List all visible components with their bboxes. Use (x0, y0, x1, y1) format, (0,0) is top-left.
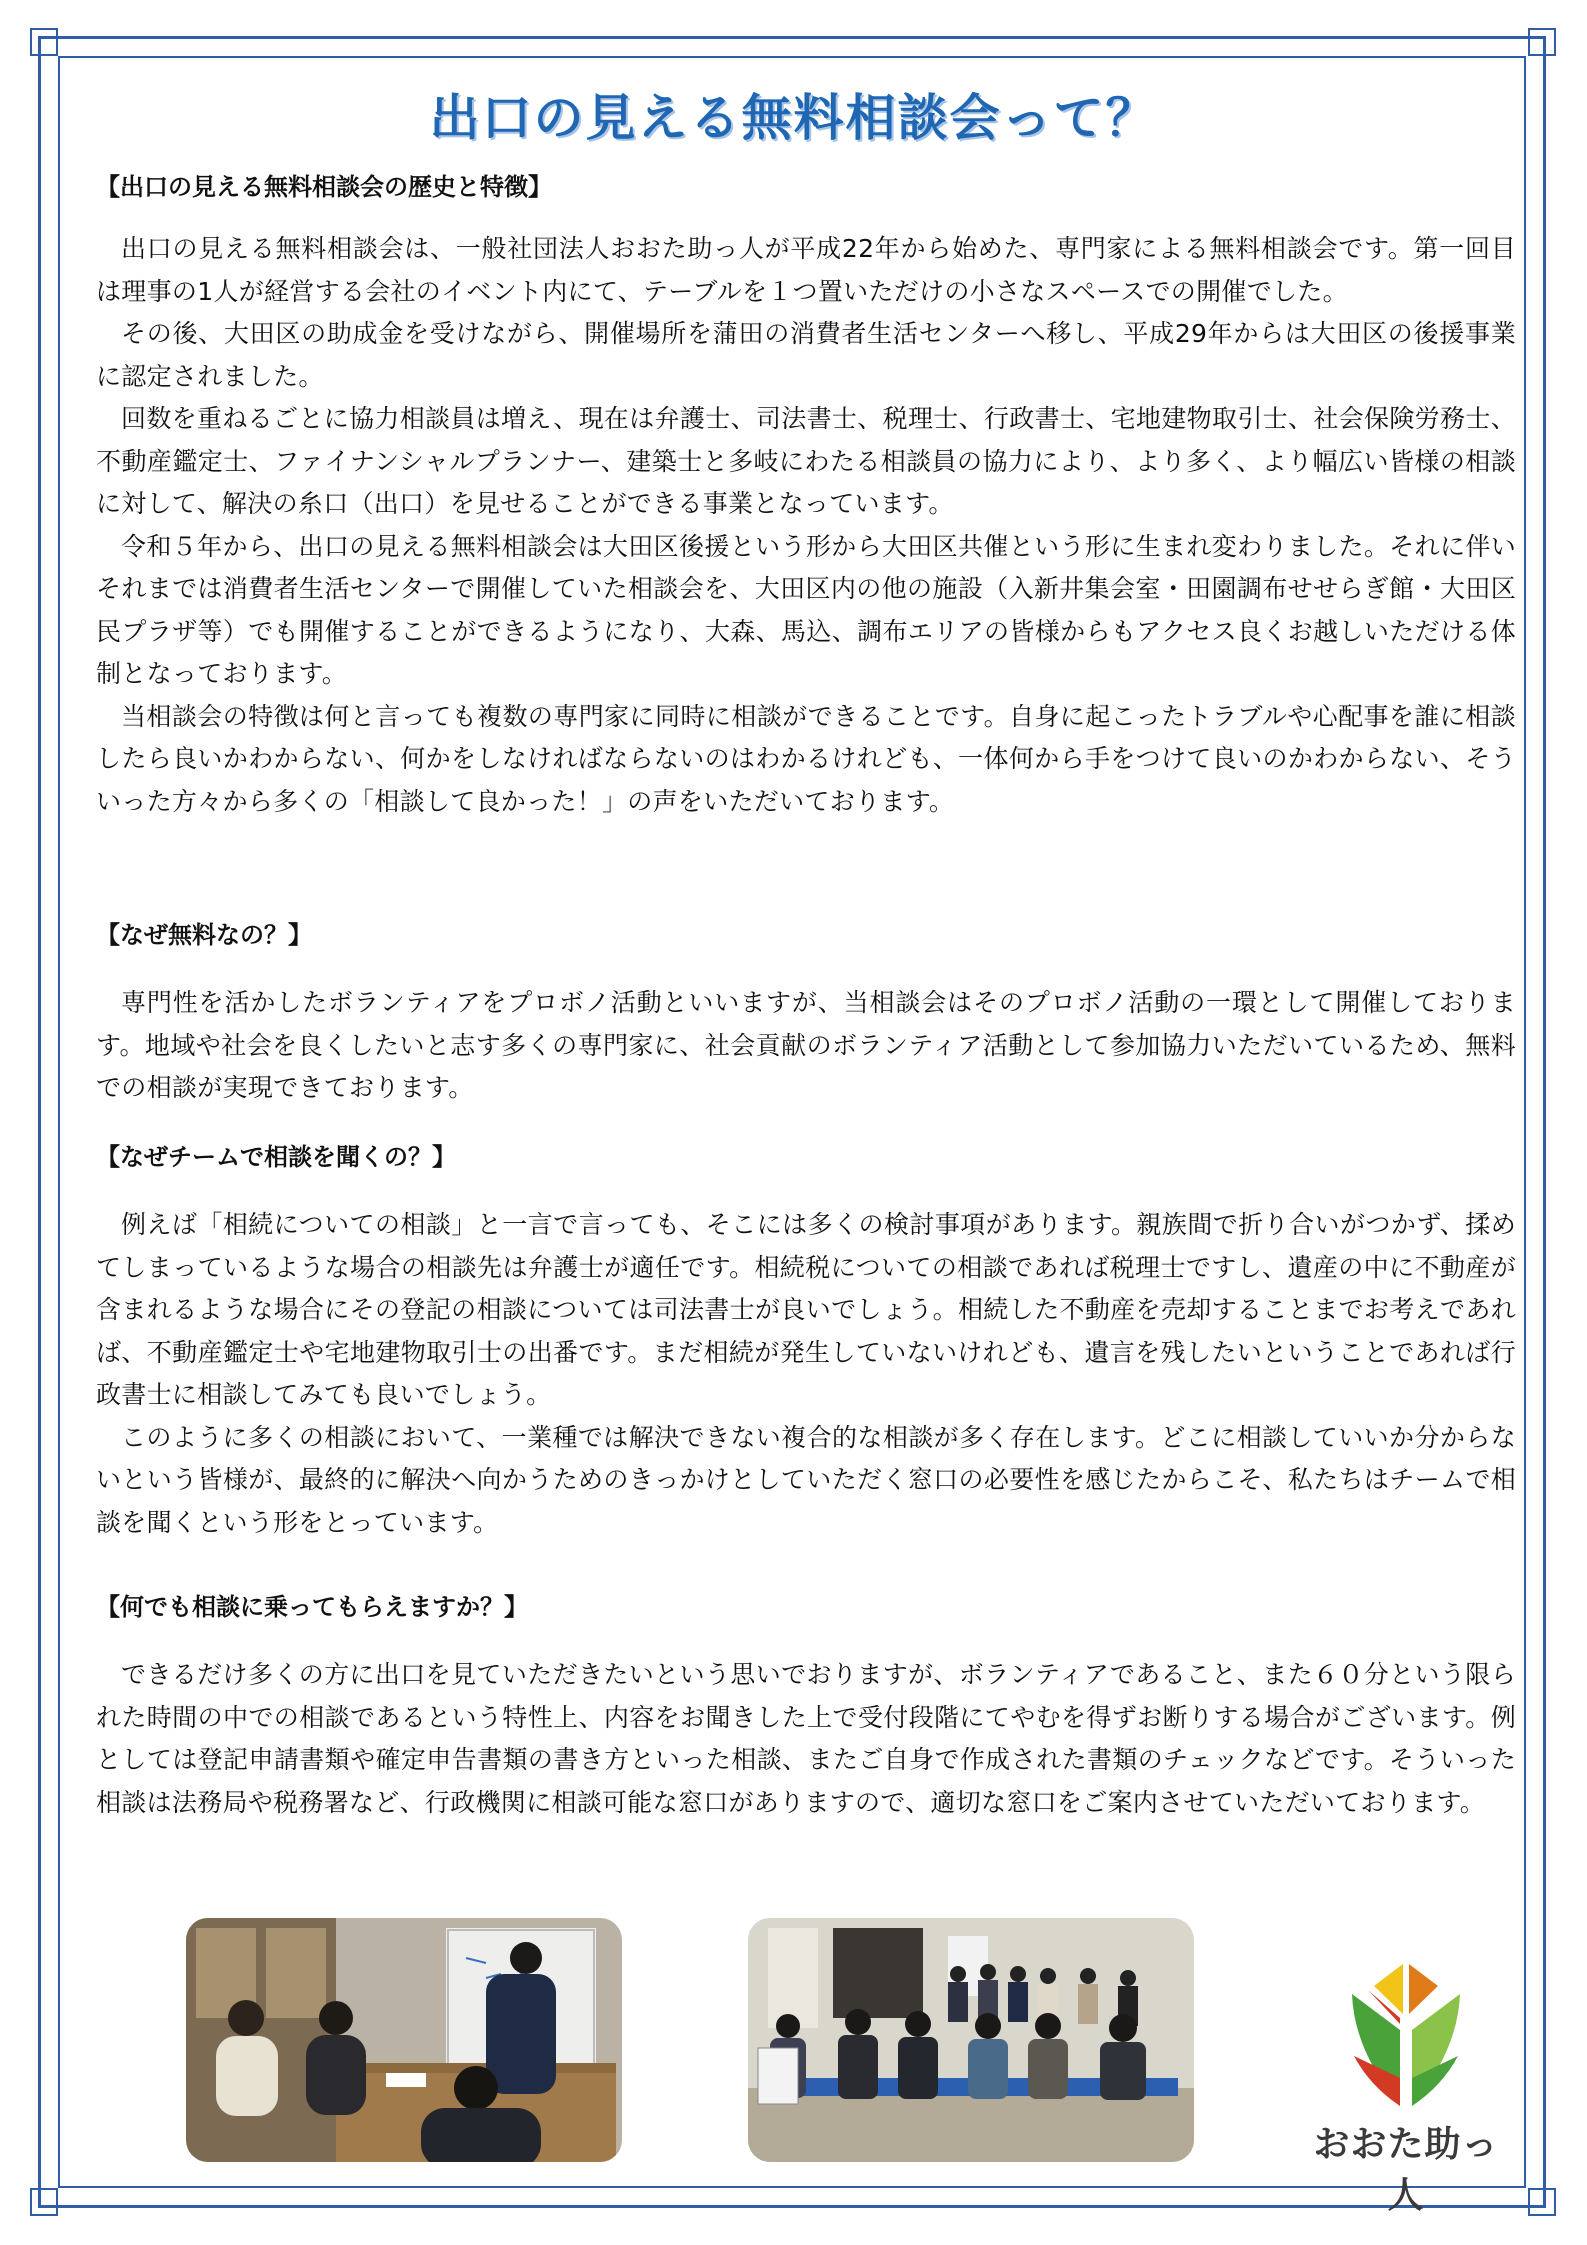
paragraph: できるだけ多くの方に出口を見ていただきたいという思いでおりますが、ボランティアであること、また６０分という限られた時間の中での相談であるという特性上、内容をお聞きした上で受付段階にてやむを得ずお断りする場合がございます。例としては登記申請書類や確定申告書類の書き方といった相談、またご自身で作成された書類のチェックなどです。そういった相談は法務局や税務署など、行政機関に相談可能な窓口がありますので、適切な窓口をご案内させていただいております。 (96, 1660, 1516, 1817)
group-photo (748, 1918, 1194, 2162)
section-why-team (96, 1140, 1516, 1544)
consultation-scene-image (186, 1918, 622, 2162)
section-heading: 【何でも相談に乗ってもらえますか？】 (96, 1593, 528, 1621)
paragraph: 例えば「相続についての相談」と一言で言っても、そこには多くの検討事項があります。親族間で折り合いがつかず、揉めてしまっているような場合の相談先は弁護士が適任です。相続税についての相談であれば税理士ですし、遺産の中に不動産が含まれるような場合にその登記の相談については司法書士が良いでしょう。相続した不動産を売却することまでお考えであれば、不動産鑑定士や宅地建物取引士の出番です。まだ相続が発生していないけれども、遺言を残したいということであれば行政書士に相談してみても良いでしょう。 (96, 1210, 1516, 1409)
organization-logo (1298, 1960, 1514, 2216)
section-anything (96, 1590, 1516, 1824)
paragraph: 当相談会の特徴は何と言っても複数の専門家に同時に相談ができることです。自身に起こったトラブルや心配事を誰に相談したら良いかわからない、何かをしなければならないのはわかるけれども、一体何から手をつけて良いのかわからない、そういった方々から多くの「相談して良かった！」の声をいただいております。 (96, 701, 1516, 816)
group-scene-image (748, 1918, 1194, 2162)
section-heading: 【出口の見える無料相談会の歴史と特徴】 (96, 173, 552, 201)
paragraph: このように多くの相談において、一業種では解決できない複合的な相談が多く存在します。どこに相談していいか分からないという皆様が、最終的に解決へ向かうためのきっかけとしていただく窓口の必要性を感じたからこそ、私たちはチームで相談を聞くという形をとっています。 (96, 1422, 1516, 1537)
paragraph: 専門性を活かしたボランティアをプロボノ活動といいますが、当相談会はそのプロボノ活動の一環として開催しております。地域や社会を良くしたいと志す多くの専門家に、社会貢献のボランティア活動として参加協力いただいているため、無料での相談が実現できております。 (96, 988, 1516, 1102)
section-why-free (96, 918, 1516, 1110)
paragraph: 令和５年から、出口の見える無料相談会は大田区後援という形から大田区共催という形に生まれ変わりました。それに伴いそれまでは消費者生活センターで開催していた相談会を、大田区内の他の施設（入新井集会室・田園調布せせらぎ館・大田区民プラザ等）でも開催することができるようになり、大森、馬込、調布エリアの皆様からもアクセス良くお越しいただける体制となっております。 (96, 531, 1516, 688)
section-heading: 【なぜチームで相談を聞くの？】 (96, 1143, 456, 1171)
leaf-logo-icon (1348, 1960, 1464, 2110)
consultation-photo (186, 1918, 622, 2162)
border-corner (1528, 2188, 1556, 2216)
section-history (96, 170, 1516, 823)
border-corner (1528, 28, 1556, 56)
border-corner (30, 2188, 58, 2216)
paragraph: その後、大田区の助成金を受けながら、開催場所を蒲田の消費者生活センターへ移し、平成29年からは大田区の後援事業に認定されました。 (96, 319, 1516, 391)
page-title: 出口の見える無料相談会って？ (429, 89, 1158, 147)
logo-text: おおた助っ人 (1313, 2124, 1499, 2216)
section-heading: 【なぜ無料なの？】 (96, 921, 312, 949)
paragraph: 回数を重ねるごとに協力相談員は増え、現在は弁護士、司法書士、税理士、行政書士、宅地建物取引士、社会保険労務士、不動産鑑定士、ファイナンシャルプランナー、建築士と多岐にわたる相談員の協力により、より多く、より幅広い皆様の相談に対して、解決の糸口（出口）を見せることができる事業となっています。 (96, 404, 1516, 518)
paragraph: 出口の見える無料相談会は、一般社団法人おおた助っ人が平成22年から始めた、専門家による無料相談会です。第一回目は理事の1人が経営する会社のイベント内にて、テーブルを１つ置いただけの小さなスペースでの開催でした。 (96, 234, 1516, 306)
border-corner (30, 28, 58, 56)
